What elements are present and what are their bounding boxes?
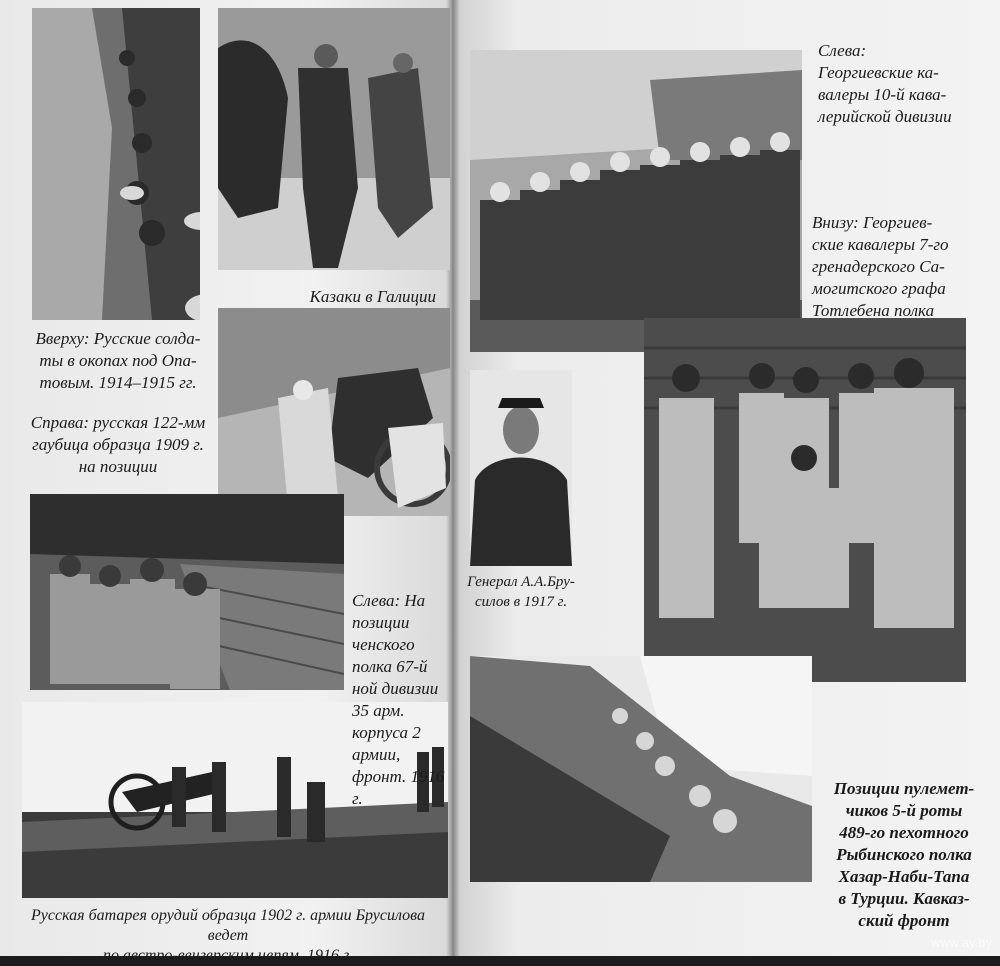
caption-line: Тотлебена полка (812, 301, 935, 320)
caption-line: ченского полка 67-й (352, 635, 428, 676)
caption-line: Внизу: Георгиев- (812, 213, 933, 232)
caption-howitzer (18, 412, 218, 478)
photo-georgievsky-7th-grenadier (644, 318, 966, 682)
watermark-text: www.ay.by (930, 935, 992, 950)
caption-georgievsky-7th (812, 212, 992, 322)
photo-soldiers-dugout (30, 494, 344, 690)
caption-line: 489-го пехотного (839, 823, 969, 842)
caption-line: гренадерского Са- (812, 257, 945, 276)
caption-line: Русская батарея орудий образца 1902 г. армии Брусилова ведет (30, 907, 426, 944)
caption-line: товым. 1914–1915 гг. (39, 373, 197, 392)
caption-line: силов в 1917 г. (474, 594, 568, 610)
caption-line: Казаки в Галиции (309, 287, 436, 306)
caption-artillery-battery (10, 906, 446, 966)
photo-cossacks-galicia (218, 8, 450, 270)
caption-line: Позиции пулемет- (833, 779, 975, 798)
caption-georgievsky-10th (818, 40, 988, 128)
caption-machine-gunners (818, 778, 990, 932)
caption-line: Справа: русская 122-мм (30, 413, 206, 432)
caption-line: Генерал А.А.Бру- (467, 574, 575, 590)
caption-line: лерийской дивизии (818, 107, 952, 126)
caption-line: Хазар-Наби-Тапа (838, 867, 970, 886)
photo-trench-soldiers (32, 8, 200, 320)
caption-line: корпуса 2 армии, (352, 723, 421, 764)
caption-line: Слева: (818, 41, 867, 60)
caption-regiment-position (352, 590, 448, 810)
caption-line: чиков 5-й роты (845, 801, 963, 820)
photo-georgievsky-10th-cavalry (470, 50, 802, 352)
caption-cossacks-galicia (220, 286, 436, 308)
caption-line: по австро-венгерским цепям. 1916 г. (102, 947, 354, 964)
photo-machine-gunners (470, 656, 812, 882)
photo-howitzer (218, 308, 450, 516)
caption-brusilov (466, 572, 576, 612)
caption-line: в Турции. Кавказ- (838, 889, 970, 908)
caption-line: фронт. 1916 г. (352, 767, 445, 808)
caption-line: Слева: На позиции (352, 591, 426, 632)
caption-line: гаубица образца 1909 г. (32, 435, 204, 454)
caption-line: ты в окопах под Опа- (39, 351, 197, 370)
caption-line: могитского графа (812, 279, 946, 298)
caption-line: Рыбинского полка (836, 845, 972, 864)
caption-line: Георгиевские ка- (818, 63, 939, 82)
caption-line: ские кавалеры 7-го (812, 235, 949, 254)
caption-line: ский фронт (858, 911, 950, 930)
photo-general-brusilov (470, 370, 572, 566)
caption-line: на позиции (78, 457, 158, 476)
caption-trench-soldiers (18, 328, 218, 394)
caption-line: валеры 10-й кава- (818, 85, 947, 104)
caption-line: ной дивизии 35 арм. (352, 679, 439, 720)
caption-line: Вверху: Русские солда- (35, 329, 201, 348)
